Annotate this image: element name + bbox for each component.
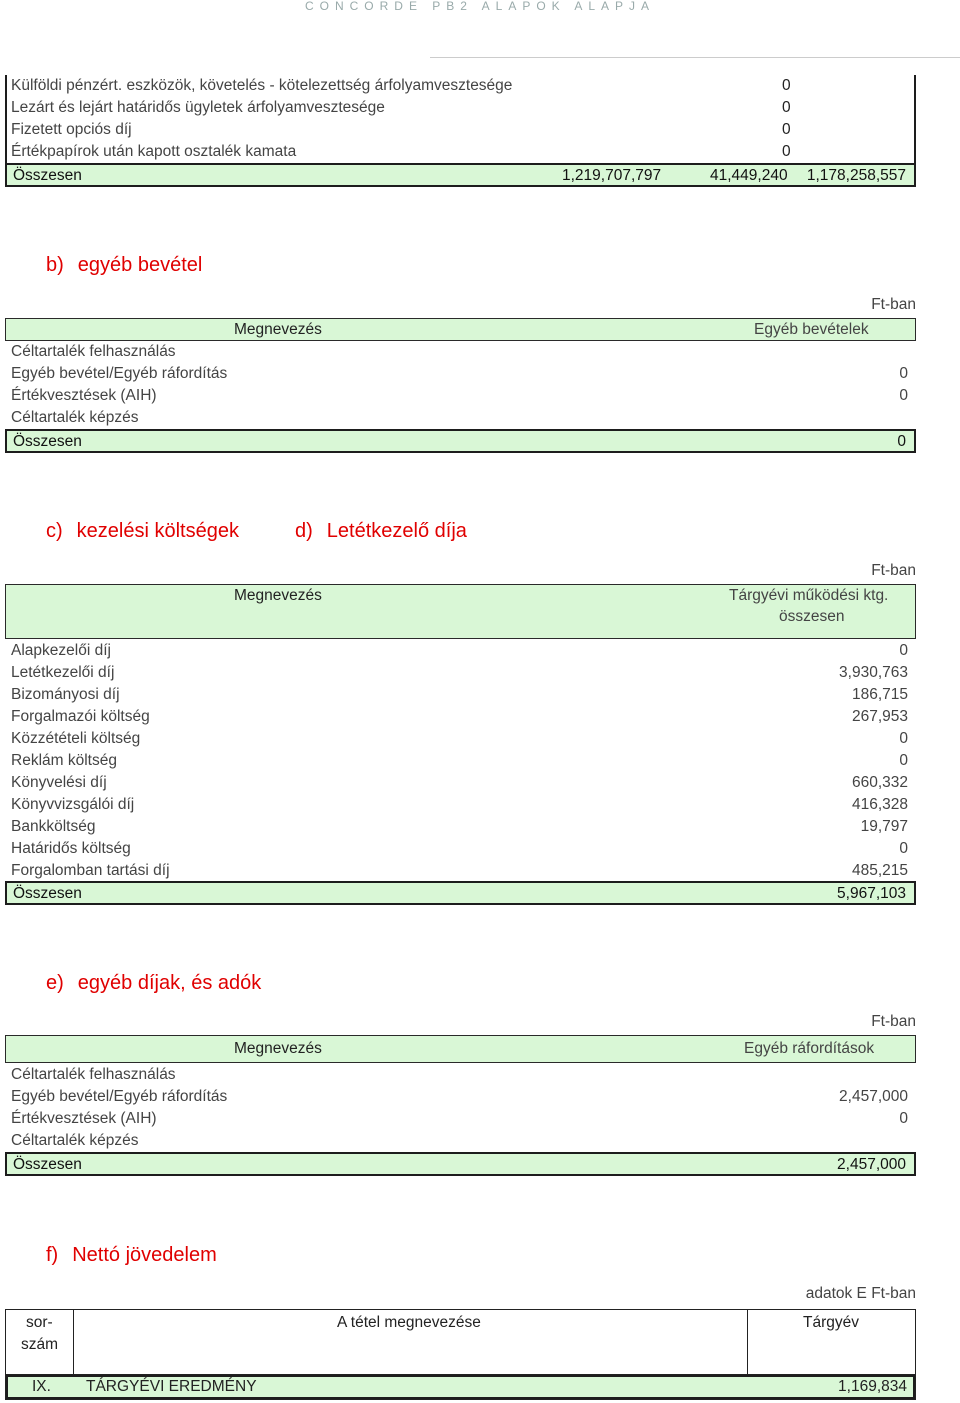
table-row	[5, 706, 916, 728]
row-label: Lezárt és lejárt határidős ügyletek árfolyamvesztesége	[11, 99, 385, 116]
total-value: 5,967,103	[837, 885, 906, 902]
row-value: 485,215	[851, 862, 908, 879]
table-row	[5, 838, 916, 860]
unit-label: Ft-ban	[871, 1013, 916, 1030]
row-label: Egyéb bevétel/Egyéb ráfordítás	[11, 365, 228, 382]
section-title: Nettó jövedelem	[72, 1244, 217, 1266]
table-row	[5, 1086, 916, 1108]
row-label: Határidős költség	[11, 840, 131, 857]
table-row	[5, 728, 916, 750]
row-label: Értékpapírok után kapott osztalék kamata	[11, 143, 297, 160]
table-row	[5, 75, 916, 97]
row-label: Forgalomban tartási díj	[11, 862, 170, 879]
col-header-value-line1: Tárgyévi működési ktg.	[729, 587, 889, 604]
section-e-title	[46, 972, 275, 995]
table-row	[5, 684, 916, 706]
row-value: 0	[899, 730, 908, 747]
col-header-value-line2: összesen	[779, 608, 845, 625]
section-title: egyéb bevétel	[77, 254, 203, 276]
col-header-value: Tárgyév	[803, 1314, 859, 1331]
header-divider	[430, 57, 960, 58]
table-row	[5, 662, 916, 684]
section-b-title	[46, 254, 216, 277]
unit-label: adatok E Ft-ban	[805, 1285, 916, 1302]
row-value: 19,797	[860, 818, 908, 835]
table-row	[5, 119, 916, 141]
col-header-name: Megnevezés	[234, 1040, 322, 1057]
total-label: Összesen	[13, 885, 82, 902]
table-header	[5, 318, 916, 341]
row-label: Letétkezelői díj	[11, 664, 115, 681]
row-number: IX.	[32, 1378, 51, 1395]
unit-label: Ft-ban	[871, 562, 916, 579]
total-value: 0	[897, 433, 906, 450]
table-header	[5, 1035, 916, 1063]
row-value: 0	[899, 752, 908, 769]
table-row	[5, 860, 916, 882]
table-row	[5, 1108, 916, 1130]
table-row	[5, 1130, 916, 1152]
total-row	[5, 163, 916, 187]
section-letter: c)	[46, 520, 63, 542]
row-label: Közzétételi költség	[11, 730, 141, 747]
row-value: 0	[899, 365, 908, 382]
row-label: Alapkezelői díj	[11, 642, 111, 659]
row-value: 0	[782, 143, 791, 160]
row-value: 416,328	[851, 796, 908, 813]
row-value: 186,715	[851, 686, 908, 703]
table-row	[5, 772, 916, 794]
row-label: Könyvvizsgálói díj	[11, 796, 135, 813]
row-value: 0	[782, 77, 791, 94]
total-row	[5, 429, 916, 453]
section-f-title	[46, 1244, 231, 1267]
table-row	[5, 141, 916, 163]
col-header-name: Megnevezés	[234, 587, 322, 604]
total-label: Összesen	[13, 433, 82, 450]
total-value-1: 1,219,707,797	[562, 167, 662, 184]
col-header-no-line2: szám	[21, 1336, 59, 1353]
row-label: Értékvesztések (AIH)	[11, 1110, 157, 1127]
row-label: Külföldi pénzért. eszközök, követelés - kötelezettség árfolyamvesztesége	[11, 77, 513, 94]
row-value: 2,457,000	[839, 1088, 908, 1105]
section-title: egyéb díjak, és adók	[77, 972, 262, 994]
row-value: 1,169,834	[838, 1378, 907, 1395]
row-value: 0	[899, 1110, 908, 1127]
col-header-name: Megnevezés	[234, 321, 322, 338]
row-label: Bankköltség	[11, 818, 96, 835]
row-label: Fizetett opciós díj	[11, 121, 132, 138]
col-header-value: Egyéb bevételek	[754, 321, 869, 338]
row-label: TÁRGYÉVI EREDMÉNY	[86, 1378, 257, 1395]
row-value: 0	[899, 642, 908, 659]
row-label: Céltartalék képzés	[11, 409, 139, 426]
table-header	[5, 584, 916, 639]
row-label: Céltartalék képzés	[11, 1132, 139, 1149]
row-value: 0	[782, 121, 791, 138]
row-value: 0	[782, 99, 791, 116]
col-header-no-line1: sor-	[26, 1314, 53, 1331]
table-row	[5, 640, 916, 662]
table-row	[5, 407, 916, 429]
table-row	[5, 341, 916, 363]
row-label: Forgalmazói költség	[11, 708, 150, 725]
unit-label: Ft-ban	[871, 296, 916, 313]
row-label: Céltartalék felhasználás	[11, 1066, 176, 1083]
row-label: Céltartalék felhasználás	[11, 343, 176, 360]
table-row	[5, 97, 916, 119]
row-value: 0	[899, 387, 908, 404]
row-label: Reklám költség	[11, 752, 117, 769]
result-row	[6, 1375, 915, 1399]
table-row	[5, 794, 916, 816]
table-row	[5, 750, 916, 772]
table-row	[5, 363, 916, 385]
section-letter: f)	[46, 1244, 59, 1266]
section-letter: b)	[46, 254, 64, 276]
table-row	[5, 1064, 916, 1086]
total-value-2: 41,449,240	[710, 167, 788, 184]
row-label: Egyéb bevétel/Egyéb ráfordítás	[11, 1088, 228, 1105]
section-letter: e)	[46, 972, 64, 994]
row-label: Bizományosi díj	[11, 686, 120, 703]
total-label: Összesen	[13, 1156, 82, 1173]
row-label: Értékvesztések (AIH)	[11, 387, 157, 404]
total-row	[5, 1152, 916, 1176]
section-c-title	[46, 520, 481, 543]
table-row	[5, 385, 916, 407]
section-title: kezelési költségek	[76, 520, 239, 542]
row-value: 3,930,763	[839, 664, 908, 681]
total-row	[5, 881, 916, 905]
col-header-name: A tétel megnevezése	[337, 1314, 481, 1331]
section-title: Letétkezelő díja	[326, 520, 467, 542]
section-f-table	[5, 1309, 916, 1400]
table-row	[5, 816, 916, 838]
total-value-3: 1,178,258,557	[806, 167, 906, 184]
page-header-title: CONCORDE PB2 ALAPOK ALAPJA	[304, 0, 656, 13]
row-label: Könyvelési díj	[11, 774, 107, 791]
row-value: 0	[899, 840, 908, 857]
row-value: 660,332	[851, 774, 908, 791]
row-value: 267,953	[851, 708, 908, 725]
total-value: 2,457,000	[837, 1156, 906, 1173]
col-header-value: Egyéb ráfordítások	[744, 1040, 875, 1057]
total-label: Összesen	[13, 167, 82, 184]
section-letter: d)	[294, 520, 313, 542]
